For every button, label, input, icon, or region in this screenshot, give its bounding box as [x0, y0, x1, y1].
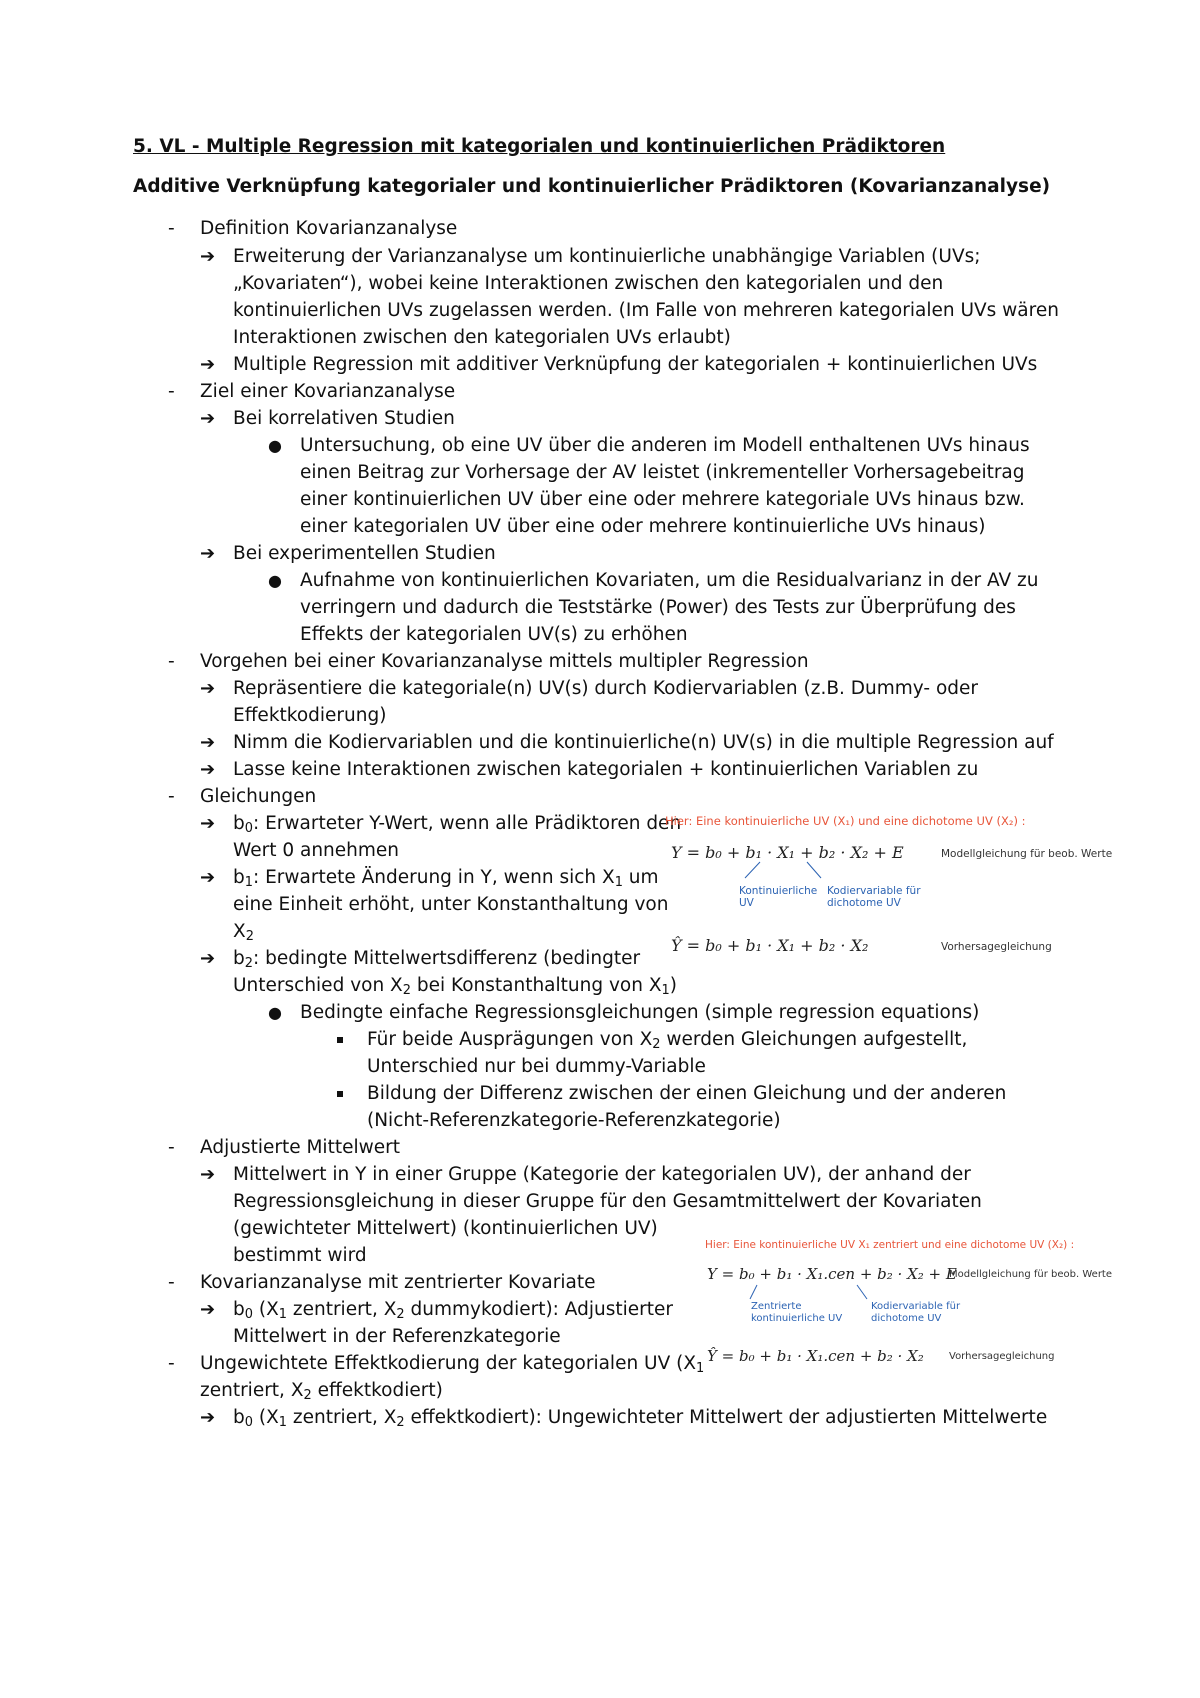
note-coding-variable: Kodiervariable für dichotome UV: [871, 1301, 961, 1324]
figure-heading: Hier: Eine kontinuierliche UV X₁ zentriert und eine dichotome UV (X₂) :: [705, 1239, 1075, 1251]
arrow-icon: ➔: [200, 543, 216, 564]
arrow-icon: ➔: [200, 408, 216, 429]
arrow-icon: ➔: [200, 678, 216, 699]
prediction-equation: Ŷ = b₀ + b₁ · X₁.cen + b₂ · X₂: [707, 1347, 924, 1365]
text-line: Interaktionen zwischen den kategorialen UVs erlaubt): [233, 327, 731, 348]
text-line: Lasse keine Interaktionen zwischen kategorialen + kontinuierlichen Variablen zu: [233, 759, 979, 780]
text-line: einer kontinuierlichen UV über eine oder mehrere kategoriale UVs hinaus bzw.: [300, 489, 1025, 510]
dash-bullet: -: [168, 218, 175, 239]
text-line: Bei korrelativen Studien: [233, 408, 455, 429]
arrow-icon: ➔: [200, 1299, 216, 1320]
equation-figure-1: [665, 812, 1113, 972]
text-line: Repräsentiere die kategoriale(n) UV(s) durch Kodiervariablen (z.B. Dummy- oder: [233, 678, 979, 699]
bullet-dot-icon: ●: [268, 1003, 282, 1022]
text-line: $X_2$: [233, 921, 254, 945]
arrow-icon: ➔: [200, 732, 216, 753]
bullet-dot-icon: ●: [268, 571, 282, 590]
note-centered-uv: Zentrierte kontinuierliche UV: [751, 1301, 843, 1324]
text-line: $b_0$: Erwarteter Y-Wert, wenn alle Prädiktoren den: [233, 813, 682, 837]
bullet-definition: Definition Kovarianzanalyse: [200, 218, 458, 239]
dash-bullet: -: [168, 1353, 175, 1374]
text-line: Regressionsgleichung in dieser Gruppe für den Gesamtmittelwert der Kovariaten: [233, 1191, 982, 1212]
text-line: verringern und dadurch die Teststärke (Power) des Tests zur Überprüfung des: [300, 597, 1016, 618]
bullet-vorgehen: Vorgehen bei einer Kovarianzanalyse mittels multipler Regression: [200, 651, 809, 672]
prediction-equation-label: Vorhersagegleichung: [949, 1351, 1055, 1362]
arrow-icon: ➔: [200, 246, 216, 267]
text-line: zentriert, $X_2$ effektkodiert): [200, 1380, 443, 1404]
bullet-zentriert: Kovarianzanalyse mit zentrierter Kovariate: [200, 1272, 596, 1293]
text-line: Wert 0 annehmen: [233, 840, 400, 861]
text-line: Unterschied nur bei dummy-Variable: [367, 1056, 706, 1077]
arrow-icon: ➔: [200, 867, 216, 888]
text-line: kontinuierlichen UVs zugelassen werden. (Im Falle von mehreren kategorialen UVs wären: [233, 300, 1059, 321]
text-line: $b_2$: bedingte Mittelwertsdifferenz (bedingter: [233, 948, 641, 972]
dash-bullet: -: [168, 1137, 175, 1158]
text-line: Aufnahme von kontinuierlichen Kovariaten, um die Residualvarianz in der AV zu: [300, 570, 1039, 591]
text-line: Effektkodierung): [233, 705, 387, 726]
page-title: 5. VL - Multiple Regression mit kategorialen und kontinuierlichen Prädiktoren: [133, 136, 946, 157]
arrow-icon: ➔: [200, 813, 216, 834]
note-continuous-uv: Kontinuierliche UV: [739, 885, 818, 909]
bullet-ziel: Ziel einer Kovarianzanalyse: [200, 381, 456, 402]
text-line: $b_0$ ($X_1$ zentriert, $X_2$ effektkodiert): Ungewichteter Mittelwert der adjustierten Mittelwerte: [233, 1407, 1048, 1431]
dash-bullet: -: [168, 651, 175, 672]
text-line: einer kategorialen UV über eine oder mehrere kontinuierliche UVs hinaus): [300, 516, 986, 537]
prediction-equation: Ŷ = b₀ + b₁ · X₁ + b₂ · X₂: [671, 936, 869, 955]
section-heading: Additive Verknüpfung kategorialer und kontinuierlicher Prädiktoren (Kovarianzanalyse): [133, 176, 1051, 197]
text-line: Effekts der kategorialen UV(s) zu erhöhen: [300, 624, 688, 645]
text-line: Unterschied von $X_2$ bei Konstanthaltung von $X_1$): [233, 975, 677, 999]
text-line: bestimmt wird: [233, 1245, 367, 1266]
text-line: Bedingte einfache Regressionsgleichungen (simple regression equations): [300, 1002, 980, 1023]
text-line: (Nicht-Referenzkategorie-Referenzkategorie): [367, 1110, 781, 1131]
text-line: Nimm die Kodiervariablen und die kontinuierliche(n) UV(s) in die multiple Regression auf: [233, 732, 1054, 753]
arrow-icon: ➔: [200, 948, 216, 969]
text-line: $b_0$ ($X_1$ zentriert, $X_2$ dummykodiert): Adjustierter: [233, 1299, 673, 1323]
text-line: Mittelwert in Y in einer Gruppe (Kategorie der kategorialen UV), der anhand der: [233, 1164, 971, 1185]
text-line: Bildung der Differenz zwischen der einen Gleichung und der anderen: [367, 1083, 1007, 1104]
figure-heading: Hier: Eine kontinuierliche UV (X₁) und eine dichotome UV (X₂) :: [665, 814, 1026, 828]
text-line: Bei experimentellen Studien: [233, 543, 496, 564]
arrow-icon: ➔: [200, 1164, 216, 1185]
text-line: Mittelwert in der Referenzkategorie: [233, 1326, 561, 1347]
model-equation-label: Modellgleichung für beob. Werte: [941, 848, 1113, 860]
text-line: „Kovariaten“), wobei keine Interaktionen zwischen den kategorialen und den: [233, 273, 944, 294]
square-bullet-icon: [337, 1091, 343, 1097]
model-equation: Y = b₀ + b₁ · X₁.cen + b₂ · X₂ + E: [707, 1265, 957, 1283]
bullet-dot-icon: ●: [268, 436, 282, 455]
model-equation-label: Modellgleichung für beob. Werte: [949, 1269, 1113, 1280]
text-line: (gewichteter Mittelwert) (kontinuierlichen UV): [233, 1218, 658, 1239]
bullet-gleichungen: Gleichungen: [200, 786, 317, 807]
dash-bullet: -: [168, 381, 175, 402]
prediction-equation-label: Vorhersagegleichung: [941, 941, 1052, 953]
text-line: Untersuchung, ob eine UV über die anderen im Modell enthaltenen UVs hinaus: [300, 435, 1030, 456]
arrow-icon: ➔: [200, 354, 216, 375]
text-line: eine Einheit erhöht, unter Konstanthaltung von: [233, 894, 669, 915]
model-equation: Y = b₀ + b₁ · X₁ + b₂ · X₂ + E: [671, 843, 904, 862]
text-line: Für beide Ausprägungen von $X_2$ werden Gleichungen aufgestellt,: [367, 1029, 968, 1053]
dash-bullet: -: [168, 786, 175, 807]
note-coding-variable: Kodiervariable für dichotome UV: [827, 885, 921, 909]
text-line: Multiple Regression mit additiver Verknüpfung der kategorialen + kontinuierlichen UVs: [233, 354, 1038, 375]
text-line: Erweiterung der Varianzanalyse um kontinuierliche unabhängige Variablen (UVs;: [233, 246, 981, 267]
square-bullet-icon: [337, 1037, 343, 1043]
equation-figure-2: [705, 1237, 1113, 1377]
arrow-icon: ➔: [200, 1407, 216, 1428]
bullet-effektkodierung: Ungewichtete Effektkodierung der kategorialen UV ($X_1$: [200, 1353, 705, 1377]
dash-bullet: -: [168, 1272, 175, 1293]
text-line: $b_1$: Erwartete Änderung in Y, wenn sich $X_1$ um: [233, 867, 659, 891]
text-line: einen Beitrag zur Vorhersage der AV leistet (inkrementeller Vorhersagebeitrag: [300, 462, 1025, 483]
arrow-icon: ➔: [200, 759, 216, 780]
bullet-adjustiert: Adjustierte Mittelwert: [200, 1137, 400, 1158]
